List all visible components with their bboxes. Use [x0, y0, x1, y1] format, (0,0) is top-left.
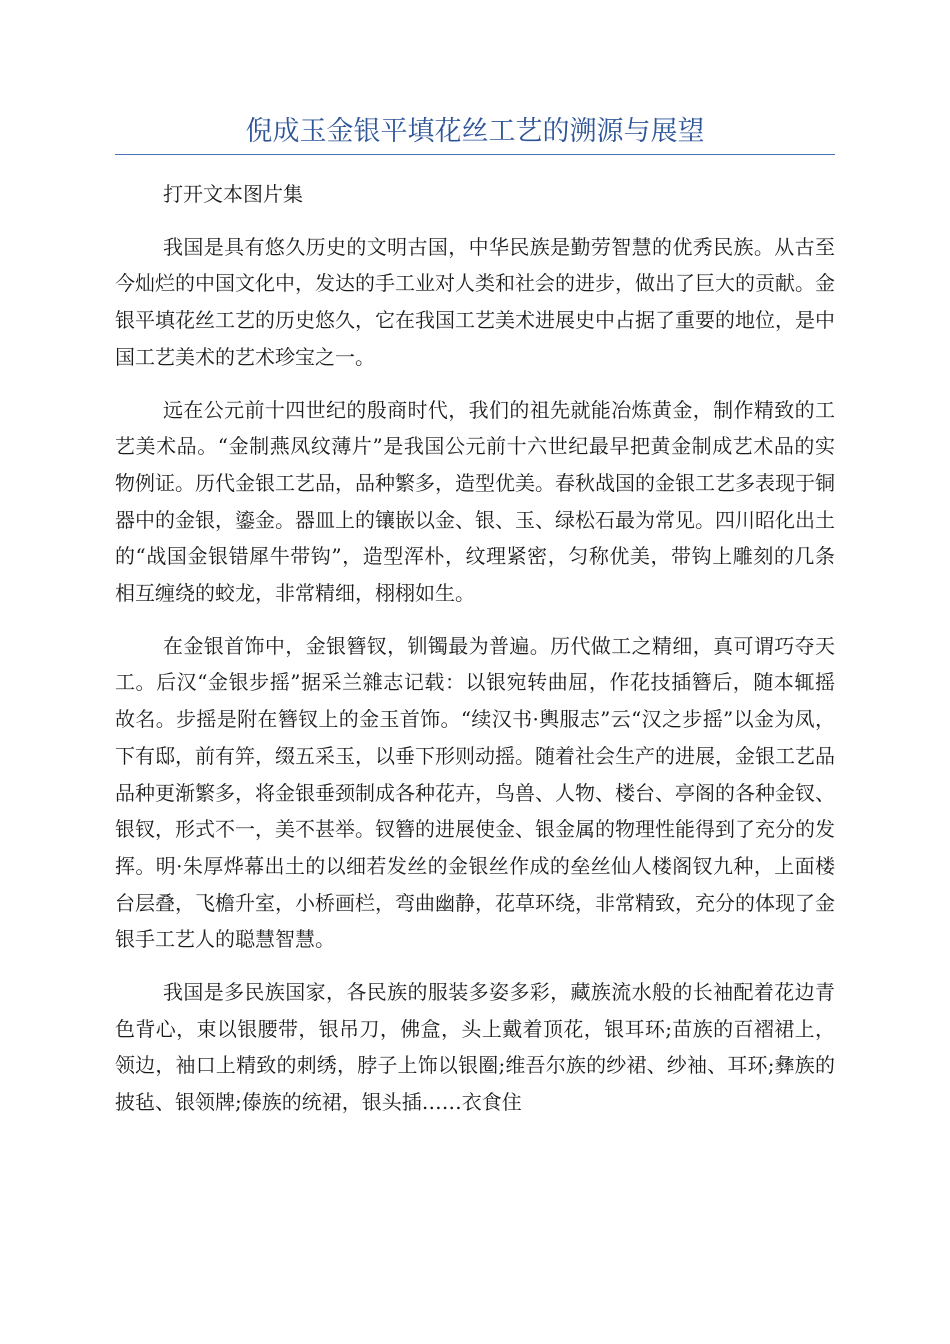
open-gallery-text: 打开文本图片集 — [163, 182, 303, 206]
document-title: 倪成玉金银平填花丝工艺的溯源与展望 — [245, 116, 705, 147]
document-body — [115, 176, 835, 1137]
paragraph-3: 在金银首饰中，金银簪钗，钏镯最为普遍。历代做工之精细，真可谓巧夺天工。后汉“金银步摇”据采兰雜志记载：以银宛转曲屈，作花技插簪后，随本辄摇故名。步摇是附在簪钗上的金玉首饰。“续汉书·輿服志”云“汉之步摇”以金为凤，下有邸，前有笄，缀五采玉，以垂下形则动摇。随着社会生产的进展，金银工艺品品种更渐繁多，将金银垂颈制成各种花卉，鸟兽、人物、楼台、亭阁的各种金钗、银钗，形式不一，美不甚举。钗簪的进展使金、银金属的物理性能得到了充分的发挥。明·朱厚烨幕出土的以细若发丝的金银丝作成的垒丝仙人楼阁钗九种，上面楼台层叠，飞檐升室，小桥画栏，弯曲幽静，花草环绕，非常精致，充分的体现了金银手工艺人的聪慧智慧。 — [115, 633, 835, 952]
title-underline — [115, 154, 835, 155]
paragraph-1: 我国是具有悠久历史的文明古国，中华民族是勤劳智慧的优秀民族。从古至今灿烂的中国文化中，发达的手工业对人类和社会的进步，做出了巨大的贡献。金银平填花丝工艺的历史悠久，它在我国工艺美术进展史中占据了重要的地位，是中国工艺美术的艺术珍宝之一。 — [115, 234, 835, 369]
paragraph-4: 我国是多民族国家，各民族的服装多姿多彩，藏族流水般的长袖配着花边青色背心，束以银腰带，银吊刀，佛盒，头上戴着顶花，银耳环;苗族的百褶裙上，领边，袖口上精致的刺绣，脖子上饰以银圈;维吾尔族的纱裙、纱袖、耳环;彝族的披毡、银领牌;傣族的统裙，银头插……衣食住 — [115, 980, 835, 1115]
paragraph-2: 远在公元前十四世纪的殷商时代，我们的祖先就能冶炼黄金，制作精致的工艺美术品。“金制燕凤纹薄片”是我国公元前十六世纪最早把黄金制成艺术品的实物例证。历代金银工艺品，品种繁多，造型优美。春秋战国的金银工艺多表现于铜器中的金银，鎏金。器皿上的镶嵌以金、银、玉、绿松石最为常见。四川昭化出土的“战国金银错犀牛带钩”，造型浑朴，纹理紧密，匀称优美，带钩上雕刻的几条相互缠绕的蛟龙，非常精细，栩栩如生。 — [115, 397, 835, 606]
